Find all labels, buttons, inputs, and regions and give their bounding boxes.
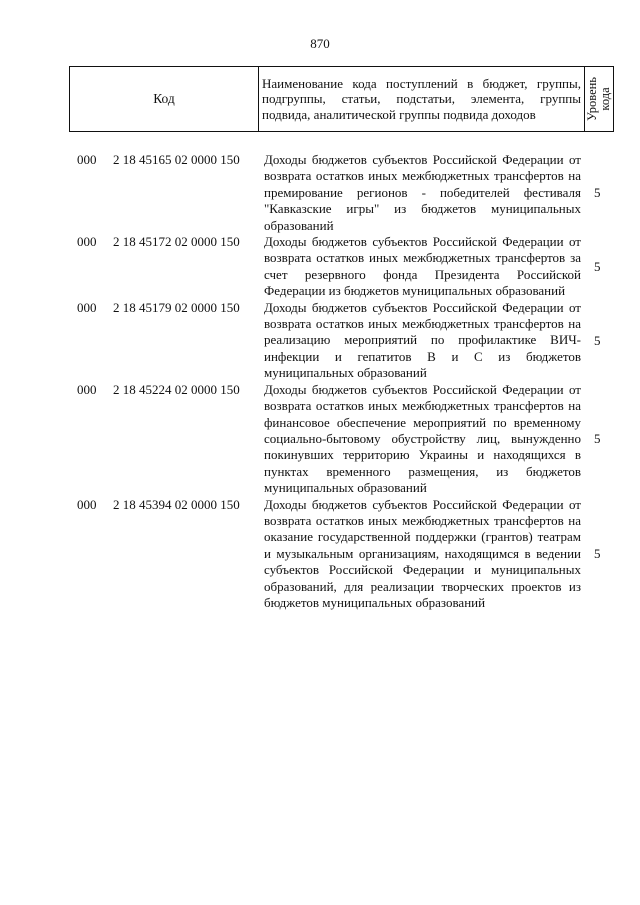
row-level: 5 [594,431,601,447]
table-row [0,234,640,300]
row-prefix: 000 [77,152,97,167]
row-prefix: 000 [77,234,97,250]
table-row [0,152,640,234]
row-name: Доходы бюджетов субъектов Российской Федерации от возврата остатков иных межбюджетных трансфертов за счет резервного фонда Президента Российской Федерации из бюджетов муниципальных образований [264,234,581,299]
header-level-line2: кода [598,87,612,111]
row-code: 2 18 45165 02 0000 150 [113,152,240,167]
header-level-line1: Уровень [585,76,599,122]
header-name: Наименование кода поступлений в бюджет, группы, подгруппы, статьи, подстатьи, элемента, группы подвида, аналитической группы подвида доходов [259,67,585,132]
header-level-text [586,77,612,121]
table-row [0,497,640,612]
row-prefix: 000 [77,381,97,397]
table-row [0,382,640,497]
row-level: 5 [594,332,601,348]
row-code: 2 18 45224 02 0000 150 [113,381,240,397]
row-code: 2 18 45179 02 0000 150 [113,299,240,315]
row-name: Доходы бюджетов субъектов Российской Федерации от возврата остатков иных межбюджетных трансфертов на реализацию мероприятий по профилактике ВИЧ-инфекции и гепатитов В и С из бюджетов муниципальных образований [264,299,581,381]
row-level: 5 [594,258,601,274]
table-row [0,300,640,382]
row-name: Доходы бюджетов субъектов Российской Федерации от возврата остатков иных межбюджетных трансфертов на финансовое обеспечение мероприятий по временному социально-бытовому обустройству лиц, вынужденно покинувших территорию Украины и находящихся в пунктах временного размещения, из бюджетов муниципальных образований [264,381,581,496]
row-prefix: 000 [77,299,97,315]
row-code: 2 18 45172 02 0000 150 [113,234,240,250]
row-code: 2 18 45394 02 0000 150 [113,496,240,512]
row-level: 5 [594,185,601,201]
table-header [69,66,614,132]
row-name: Доходы бюджетов субъектов Российской Федерации от возврата остатков иных межбюджетных трансфертов на премирование регионов - победителей фестиваля "Кавказские игры" из бюджетов муниципальных образований [264,152,581,233]
header-code: Код [70,67,259,132]
row-name: Доходы бюджетов субъектов Российской Федерации от возврата остатков иных межбюджетных трансфертов на оказание государственной поддержки (грантов) театрам и музыкальным организациям, находящимся в ведении субъектов Российской Федерации и муниципальных образований, для реализации творческих проектов из бюджетов муниципальных образований [264,496,581,610]
table-body [0,152,640,611]
header-level [585,67,614,132]
row-prefix: 000 [77,496,97,512]
page-number: 870 [310,36,330,51]
row-level: 5 [594,545,601,561]
